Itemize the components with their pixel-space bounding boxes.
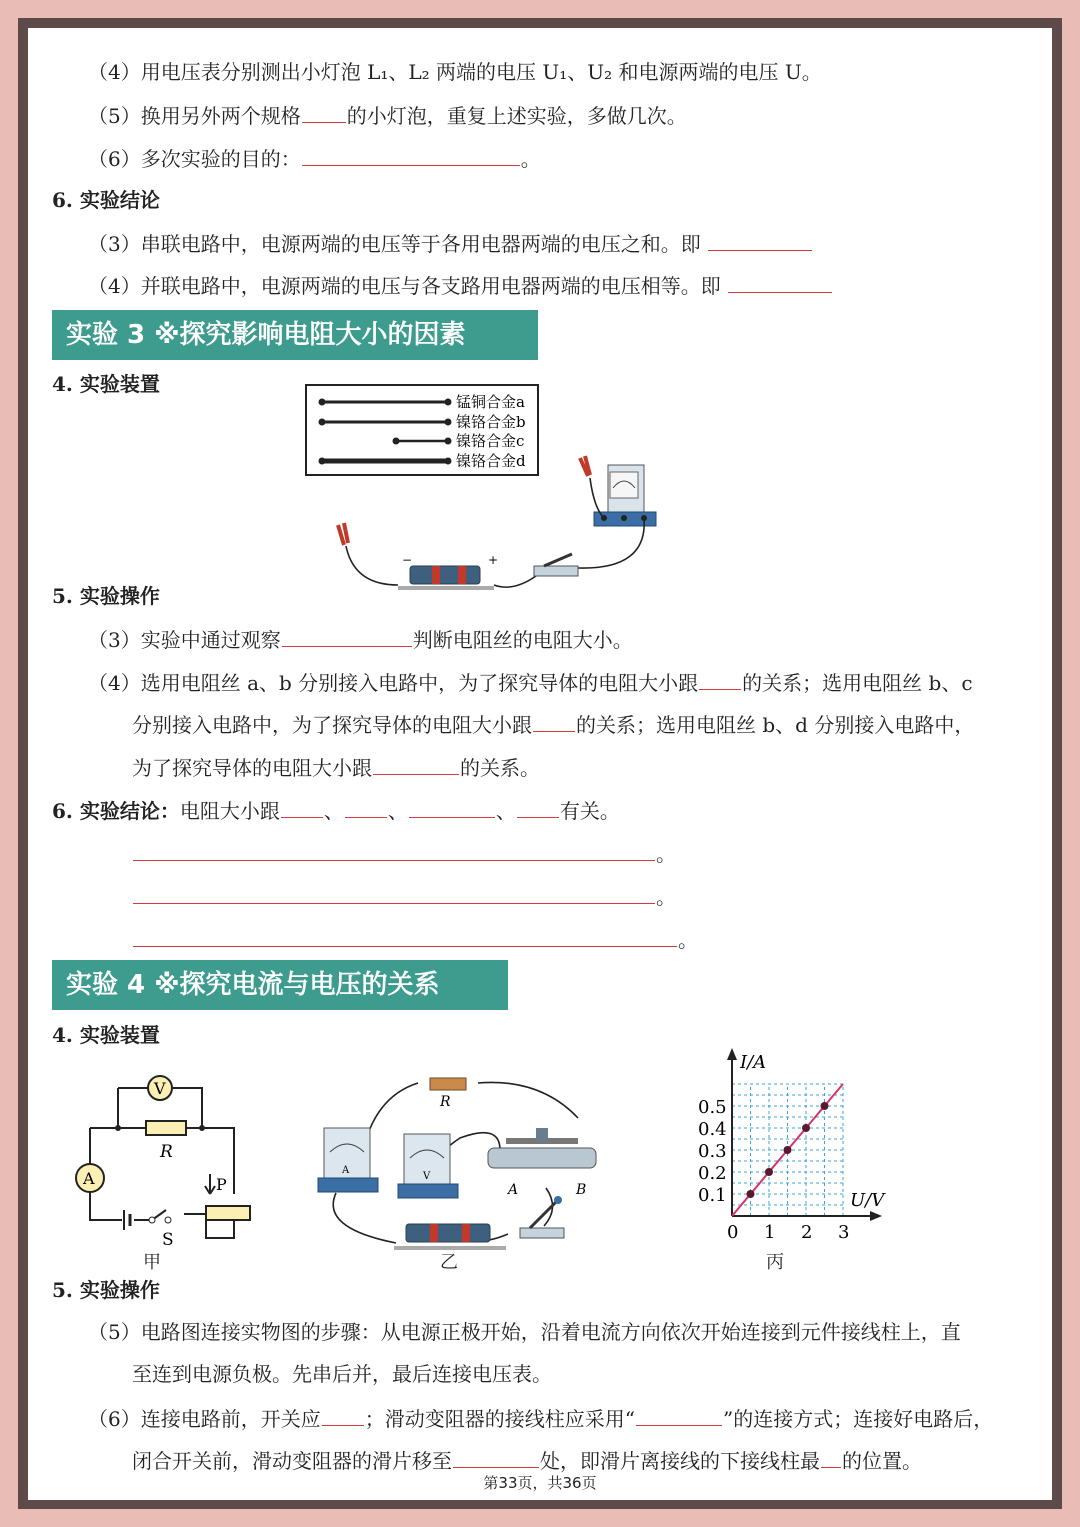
exp4-op5-line1: （5）电路图连接实物图的步骤：从电源正极开始，沿着电流方向依次开始连接到元件接线柱上，直 [88, 1320, 961, 1344]
data-point [765, 1168, 773, 1176]
exp3-op4-line3: 为了探究导体的电阻大小跟 的关系。 [132, 756, 540, 780]
conclusion-3: （3）串联电路中，电源两端的电压等于各用电器两端的电压之和。即 [88, 230, 813, 256]
exp3-apparatus [298, 380, 658, 590]
blank[interactable] [133, 883, 655, 904]
answer-line: 。 [132, 926, 698, 952]
wire-label: 锰铜合金a [456, 393, 525, 411]
data-point [802, 1124, 810, 1132]
exp3-op3: （3）实验中通过观察 判断电阻丝的电阻大小。 [88, 628, 633, 652]
step-6: （6）多次实验的目的： 。 [88, 147, 541, 171]
slider-label: P [216, 1175, 227, 1194]
voltmeter-label: V [154, 1079, 166, 1098]
blank[interactable] [282, 626, 412, 647]
x-axis-arrow [870, 1211, 882, 1221]
exp3-setup-title: 4. 实验装置 [52, 372, 160, 396]
y-tick-label: 0.3 [698, 1141, 727, 1162]
step-4: （4）用电压表分别测出小灯泡 L₁、L₂ 两端的电压 U₁、U₂ 和电源两端的电压 U。 [88, 60, 822, 84]
data-point [821, 1102, 829, 1110]
y-axis-label: I/A [740, 1052, 767, 1073]
blank[interactable] [821, 1447, 841, 1468]
circuit-diagram [70, 1068, 240, 1248]
caption-jia: 甲 [143, 1252, 161, 1273]
wire-label: 镍铬合金b [456, 413, 526, 431]
exp4-op6-line1: （6）连接电路前，开关应 ；滑动变阻器的接线柱应采用“ ”的连接方式；连接好电路后， [88, 1407, 994, 1431]
blank[interactable] [302, 145, 520, 166]
resistor-label: R [160, 1142, 173, 1162]
x-tick-label: 0 [727, 1222, 739, 1243]
exp4-ops-title: 5. 实验操作 [52, 1278, 160, 1302]
answer-line: 。 [132, 883, 676, 909]
blank[interactable] [728, 272, 832, 293]
y-tick-label: 0.5 [698, 1097, 727, 1118]
physical-circuit [310, 1078, 610, 1248]
blank[interactable] [133, 840, 655, 861]
y-axis-arrow [727, 1048, 737, 1060]
answer-line: 。 [132, 840, 676, 866]
terminal-b-label: B [576, 1182, 587, 1198]
blank[interactable] [708, 230, 812, 251]
exp4-op5-line2: 至连到电源负极。先串后并，最后连接电压表。 [132, 1362, 552, 1386]
blank[interactable] [302, 102, 346, 123]
y-tick-label: 0.2 [698, 1163, 727, 1184]
x-tick-label: 1 [764, 1222, 776, 1243]
blank[interactable] [636, 1405, 722, 1426]
exp4-op6-line2: 闭合开关前，滑动变阻器的滑片移至 处，即滑片离接线的下接线柱最 的位置。 [132, 1449, 922, 1473]
exp4-banner: 实验 4 ※探究电流与电压的关系 [52, 960, 508, 1010]
page-sheet [28, 28, 1052, 1500]
caption-bing: 丙 [766, 1252, 784, 1273]
blank[interactable] [281, 797, 323, 818]
page-footer: 第33页，共36页 [483, 1474, 597, 1492]
blank[interactable] [322, 1405, 364, 1426]
exp3-op4-line2: 分别接入电路中，为了探究导体的电阻大小跟 的关系；选用电阻丝 b、d 分别接入电路中， [132, 713, 975, 737]
conclusion-4: （4）并联电路中，电源两端的电压与各支路用电器两端的电压相等。即 [88, 272, 833, 298]
exp3-op4-line1: （4）选用电阻丝 a、b 分别接入电路中，为了探究导体的电阻大小跟 的关系；选用电阻丝 b、c [88, 671, 973, 695]
caption-yi: 乙 [440, 1252, 458, 1273]
resistor-label: R [440, 1094, 451, 1110]
ammeter-label: A [83, 1169, 95, 1188]
terminal-a-label: A [508, 1182, 519, 1198]
blank[interactable] [409, 797, 495, 818]
wire-label: 镍铬合金c [456, 432, 525, 450]
x-tick-label: 2 [801, 1222, 813, 1243]
exp4-setup-title: 4. 实验装置 [52, 1023, 160, 1047]
blank[interactable] [345, 797, 387, 818]
blank[interactable] [533, 711, 575, 732]
x-axis-label: U/V [850, 1190, 885, 1211]
exp3-banner: 实验 3 ※探究影响电阻大小的因素 [52, 310, 538, 360]
switch-label: S [162, 1230, 174, 1250]
blank[interactable] [453, 1447, 539, 1468]
step-5: （5）换用另外两个规格 的小灯泡，重复上述实验，多做几次。 [88, 104, 687, 128]
exp3-ops-title: 5. 实验操作 [52, 584, 160, 608]
svg-text:−: − [402, 553, 413, 567]
conclusion-title: 6. 实验结论 [52, 188, 160, 212]
x-tick-label: 3 [838, 1222, 850, 1243]
data-point [784, 1146, 792, 1154]
wire-label: 镍铬合金d [456, 452, 526, 470]
data-point [747, 1190, 755, 1198]
ammeter-label: A [342, 1165, 350, 1176]
y-tick-label: 0.1 [698, 1185, 727, 1206]
blank[interactable] [373, 754, 459, 775]
blank[interactable] [517, 797, 559, 818]
exp3-conclusion: 6. 实验结论：电阻大小跟 、 、 、 有关。 [52, 799, 620, 823]
svg-text:+: + [488, 553, 499, 567]
blank[interactable] [699, 669, 741, 690]
y-tick-label: 0.4 [698, 1119, 727, 1140]
iu-chart [664, 1044, 885, 1244]
blank[interactable] [133, 926, 677, 947]
voltmeter-label: V [423, 1171, 431, 1182]
